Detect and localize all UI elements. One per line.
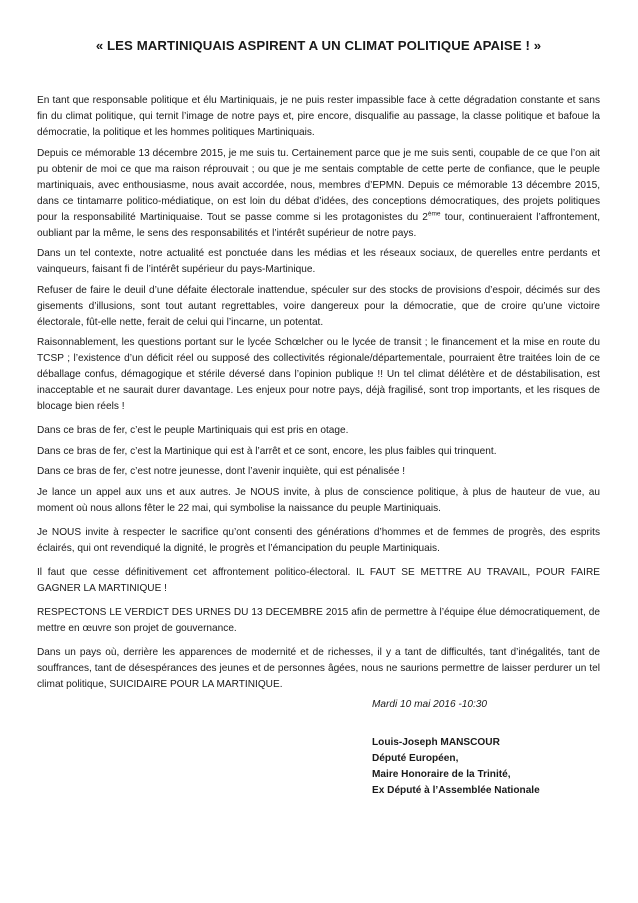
paragraph-2 [37,146,600,242]
paragraph-7: Dans ce bras de fer, c’est la Martinique qui est à l’arrêt et ce sont, encore, les plus faibles qui trinquent. [37,445,497,457]
paragraph-9: Je lance un appel aux uns et aux autres. Je NOUS invite, à plus de conscience politique, à plus de hauteur de vue, au moment où nous allons fêter le 22 mai, qui symbolise la naissance du peuple Martiniquais. [37,486,600,514]
signature-date: Mardi 10 mai 2016 -10:30 [372,699,488,710]
paragraph-2-text-b: tour, continueraient l’affrontement, oubliant par la même, le sens des responsabilités et l’intérêt supérieur de notre pays. [37,211,600,239]
paragraph-12: RESPECTONS LE VERDICT DES URNES DU 13 DECEMBRE 2015 afin de permettre à l’équipe élue démocratiquement, de mettre en œuvre son projet de gouvernance. [37,606,600,634]
paragraph-11: Il faut que cesse définitivement cet affrontement politico-électoral. IL FAUT SE METTRE AU TRAVAIL, POUR FAIRE GAGNER LA MARTINIQUE ! [37,566,600,594]
signature-role-1: Député Européen, [372,753,459,764]
paragraph-8: Dans ce bras de fer, c’est notre jeunesse, dont l’avenir inquiète, qui est pénalisée ! [37,466,406,477]
signature-role-2: Maire Honoraire de la Trinité, [372,769,511,780]
paragraph-13: Dans un pays où, derrière les apparences de modernité et de richesses, il y a tant de difficultés, tant d’inégalités, tant de souffrances, tant de désespérances des jeunes et de personnes âgées, nous ne saurions permettre de laisser perdurer un tel climat politique, SUICIDAIRE POUR LA MARTINIQUE. [37,646,600,690]
paragraph-4: Refuser de faire le deuil d’une défaite électorale inattendue, spéculer sur des stocks de provisions d’espoir, décimés sur des gisements d’illusions, sont tout autant regrettables, voire dangereux pour la démocratie, que de croire qu’une victoire électorale, fût-elle nette, ferait de celui qui l’incarne, un potentat. [37,284,600,328]
paragraph-2-text-a: Depuis ce mémorable 13 décembre 2015, je me suis tu. Certainement parce que je me suis senti, coupable de ce que l’on ait pu obtenir de moi ce que ma raison réprouvait ; ou que je me sentais comptable de cette perte de confiance, que le peuple martiniquais, avec enthousiasme, nous avait accordée, nous, membres d’EPMN. Depuis ce mémorable 13 décembre 2015, dans ce tintamarre politico-médiatique, on est loin du débat d’idées, des conceptions démocratiques, des projets politiques pour la responsabilité Martiniquaise. Tout se passe comme si les protagonistes du 2 [37,147,600,223]
paragraph-6: Dans ce bras de fer, c’est le peuple Martiniquais qui est pris en otage. [37,425,349,436]
signature-name: Louis-Joseph MANSCOUR [372,737,500,748]
paragraph-5: Raisonnablement, les questions portant sur le lycée Schœlcher ou le lycée de transit ; le financement et la mise en route du TCSP ; l’existence d’un déficit réel ou supposé des collectivités régionale/départementale, pourraient être traitées loin de ce déballage confus, démagogique et stérile déversé dans l’opinion publique !! Un tel climat délétère et de déstabilisation, est inacceptable et ne saurait durer davantage. Les enjeux pour notre pays, déjà fragilisé, sont trop importants, et les risques de blocage bien réels ! [37,337,600,412]
signature-role-3: Ex Député à l’Assemblée Nationale [372,785,540,796]
signature-block [372,697,600,799]
paragraph-10: Je NOUS invite à respecter le sacrifice qu’ont consenti des générations d’hommes et de femmes de progrès, des esprits éclairés, qui ont revendiqué la dignité, le progrès et l’émancipation du peuple Martiniquais. [37,526,600,554]
ordinal-superscript: ème [427,210,441,218]
paragraph-1: En tant que responsable politique et élu Martiniquais, je ne puis rester impassible face à cette dégradation constante et sans fin du climat politique, qui ternit l’image de notre pays et, pire encore, disqualifie au passage, la classe politique et bafoue la démocratie, la politique et les hommes politiques Martiniquais. [37,95,600,138]
document-title: « LES MARTINIQUAIS ASPIRENT A UN CLIMAT POLITIQUE APAISE ! » [95,38,542,53]
paragraph-3: Dans un tel contexte, notre actualité est ponctuée dans les médias et les réseaux sociaux, de querelles entre perdants et vainqueurs, faisant fi de l’intérêt supérieur du pays-Martinique. [37,248,600,275]
